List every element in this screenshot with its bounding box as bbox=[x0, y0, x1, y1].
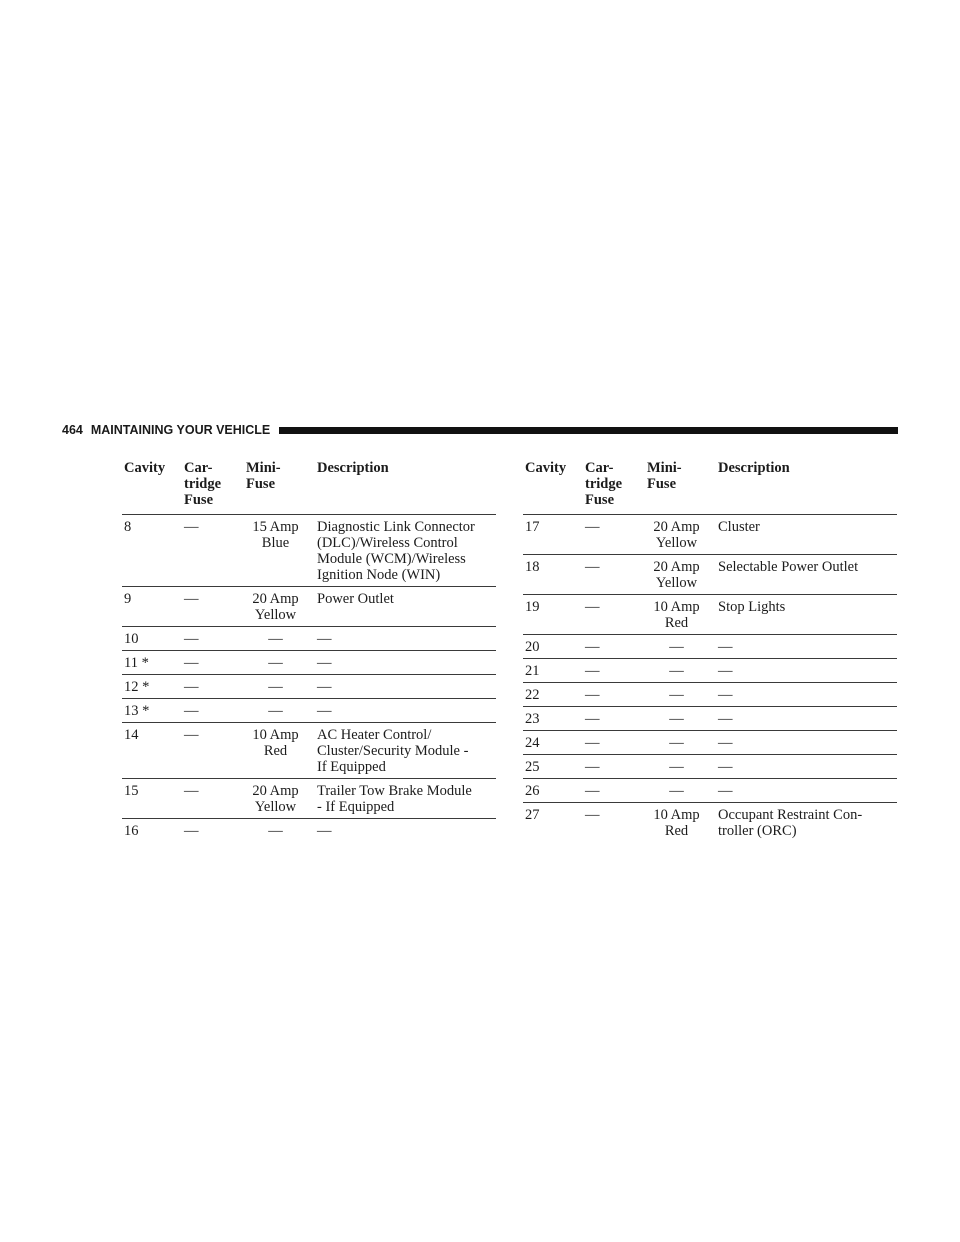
section-title: MAINTAINING YOUR VEHICLE bbox=[90, 423, 271, 437]
cell-cavity: 19 bbox=[525, 599, 540, 615]
cell-cavity: 10 bbox=[124, 631, 139, 647]
cell-cavity: 15 bbox=[124, 783, 139, 799]
cell-cavity: 16 bbox=[124, 823, 139, 839]
cell-cavity: 14 bbox=[124, 727, 139, 743]
cell-description: Cluster bbox=[718, 519, 760, 535]
cell-cartridge-fuse: — bbox=[585, 663, 600, 679]
table-row bbox=[122, 514, 496, 586]
table-row bbox=[122, 818, 496, 842]
table-row bbox=[122, 626, 496, 650]
cell-description: Power Outlet bbox=[317, 591, 394, 607]
cell-cartridge-fuse: — bbox=[184, 823, 199, 839]
cell-cavity: 23 bbox=[525, 711, 540, 727]
cell-mini-fuse: — bbox=[268, 823, 283, 839]
cell-description: — bbox=[718, 663, 733, 679]
cell-cartridge-fuse: — bbox=[184, 679, 199, 695]
cell-cavity: 18 bbox=[525, 559, 540, 575]
cell-cartridge-fuse: — bbox=[184, 519, 199, 535]
cell-mini-fuse: — bbox=[669, 639, 684, 655]
header-rule bbox=[279, 427, 898, 434]
table-row bbox=[523, 594, 897, 634]
cell-description: — bbox=[317, 631, 332, 647]
cell-mini-fuse: 15 Amp Blue bbox=[252, 519, 299, 551]
table-header-row bbox=[523, 456, 897, 514]
table-row bbox=[523, 682, 897, 706]
header-cavity: Cavity bbox=[525, 460, 567, 476]
cell-description: Selectable Power Outlet bbox=[718, 559, 859, 575]
cell-cavity: 8 bbox=[124, 519, 132, 535]
cell-description: — bbox=[718, 759, 733, 775]
table-row bbox=[523, 514, 897, 554]
cell-cartridge-fuse: — bbox=[585, 807, 600, 823]
cell-cavity: 22 bbox=[525, 687, 540, 703]
table-row bbox=[122, 722, 496, 778]
cell-cavity: 9 bbox=[124, 591, 132, 607]
cell-mini-fuse: — bbox=[669, 783, 684, 799]
cell-description: — bbox=[718, 735, 733, 751]
cell-cartridge-fuse: — bbox=[585, 759, 600, 775]
cell-mini-fuse: 20 Amp Yellow bbox=[252, 783, 299, 815]
cell-mini-fuse: 20 Amp Yellow bbox=[653, 559, 700, 591]
cell-cartridge-fuse: — bbox=[585, 735, 600, 751]
cell-description: Diagnostic Link Connector (DLC)/Wireless Control Module (WCM)/Wireless Ignition Node (WIN) bbox=[317, 519, 475, 583]
cell-cartridge-fuse: — bbox=[585, 639, 600, 655]
cell-cartridge-fuse: — bbox=[184, 783, 199, 799]
cell-mini-fuse: — bbox=[268, 679, 283, 695]
table-row bbox=[523, 658, 897, 682]
cell-mini-fuse: — bbox=[268, 631, 283, 647]
page-header bbox=[62, 422, 898, 438]
cell-cartridge-fuse: — bbox=[585, 783, 600, 799]
cell-mini-fuse: — bbox=[669, 759, 684, 775]
table-row bbox=[523, 554, 897, 594]
cell-mini-fuse: — bbox=[268, 703, 283, 719]
header-cartridge-fuse: Car- tridge Fuse bbox=[585, 460, 623, 508]
page-number: 464 bbox=[62, 423, 83, 437]
cell-mini-fuse: — bbox=[669, 687, 684, 703]
cell-cartridge-fuse: — bbox=[585, 519, 600, 535]
cell-cavity: 17 bbox=[525, 519, 540, 535]
cell-cartridge-fuse: — bbox=[585, 687, 600, 703]
table-row bbox=[523, 802, 897, 842]
cell-cartridge-fuse: — bbox=[184, 591, 199, 607]
cell-mini-fuse: — bbox=[669, 735, 684, 751]
cell-cavity: 13 * bbox=[124, 703, 150, 719]
cell-mini-fuse: — bbox=[669, 663, 684, 679]
table-row bbox=[523, 730, 897, 754]
header-cavity: Cavity bbox=[124, 460, 166, 476]
cell-cartridge-fuse: — bbox=[184, 727, 199, 743]
cell-cartridge-fuse: — bbox=[585, 711, 600, 727]
cell-cartridge-fuse: — bbox=[184, 631, 199, 647]
cell-cavity: 20 bbox=[525, 639, 540, 655]
cell-cartridge-fuse: — bbox=[585, 559, 600, 575]
cell-description: — bbox=[317, 823, 332, 839]
cell-mini-fuse: 20 Amp Yellow bbox=[653, 519, 700, 551]
cell-cavity: 25 bbox=[525, 759, 540, 775]
table-row bbox=[122, 698, 496, 722]
cell-description: — bbox=[718, 783, 733, 799]
cell-mini-fuse: 10 Amp Red bbox=[653, 599, 700, 631]
cell-cavity: 27 bbox=[525, 807, 540, 823]
cell-description: Trailer Tow Brake Module - If Equipped bbox=[317, 783, 472, 815]
table-row bbox=[122, 778, 496, 818]
cell-cartridge-fuse: — bbox=[184, 703, 199, 719]
cell-mini-fuse: 10 Amp Red bbox=[252, 727, 299, 759]
cell-mini-fuse: — bbox=[669, 711, 684, 727]
cell-cavity: 24 bbox=[525, 735, 540, 751]
cell-description: — bbox=[718, 687, 733, 703]
fuse-table-right bbox=[523, 456, 897, 842]
table-row bbox=[122, 586, 496, 626]
cell-description: — bbox=[317, 679, 332, 695]
cell-description: AC Heater Control/ Cluster/Security Module - If Equipped bbox=[317, 727, 469, 775]
table-row bbox=[523, 634, 897, 658]
cell-description: — bbox=[718, 639, 733, 655]
table-row bbox=[523, 706, 897, 730]
header-mini-fuse: Mini- Fuse bbox=[647, 460, 682, 492]
cell-cartridge-fuse: — bbox=[184, 655, 199, 671]
cell-mini-fuse: 20 Amp Yellow bbox=[252, 591, 299, 623]
cell-cartridge-fuse: — bbox=[585, 599, 600, 615]
cell-description: Stop Lights bbox=[718, 599, 786, 615]
cell-cavity: 11 * bbox=[124, 655, 149, 671]
header-mini-fuse: Mini- Fuse bbox=[246, 460, 281, 492]
table-header-row bbox=[122, 456, 496, 514]
cell-description: — bbox=[317, 703, 332, 719]
header-cartridge-fuse: Car- tridge Fuse bbox=[184, 460, 222, 508]
table-row bbox=[122, 674, 496, 698]
cell-description: — bbox=[718, 711, 733, 727]
cell-cavity: 21 bbox=[525, 663, 540, 679]
table-row bbox=[523, 754, 897, 778]
cell-mini-fuse: 10 Amp Red bbox=[653, 807, 700, 839]
cell-description: — bbox=[317, 655, 332, 671]
cell-cavity: 26 bbox=[525, 783, 540, 799]
fuse-table-left bbox=[122, 456, 496, 842]
header-description: Description bbox=[317, 460, 389, 476]
cell-description: Occupant Restraint Con- troller (ORC) bbox=[718, 807, 863, 839]
cell-cavity: 12 * bbox=[124, 679, 150, 695]
header-description: Description bbox=[718, 460, 790, 476]
table-row bbox=[523, 778, 897, 802]
table-row bbox=[122, 650, 496, 674]
cell-mini-fuse: — bbox=[268, 655, 283, 671]
